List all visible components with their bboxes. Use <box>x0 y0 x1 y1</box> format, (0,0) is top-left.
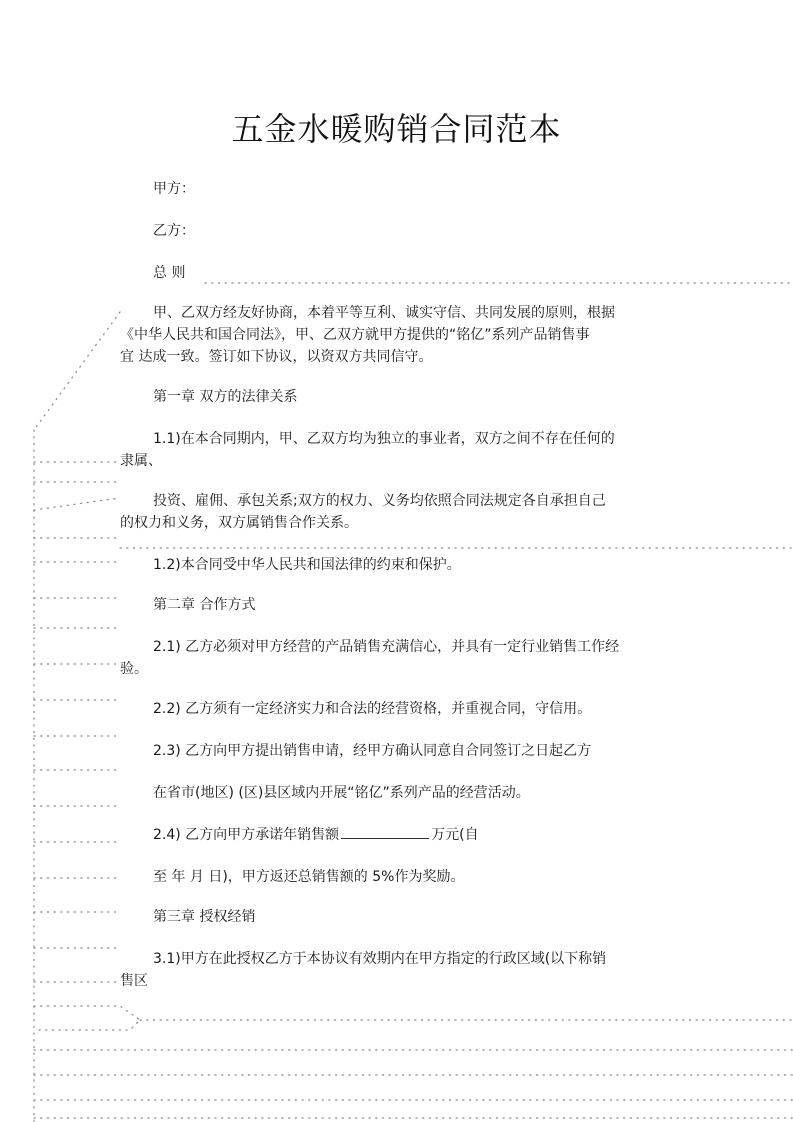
clause-2-3-cont: 在省市(地区) (区)县区域内开展“铭亿”系列产品的经营活动。 <box>153 785 530 801</box>
sales-amount-blank <box>341 824 429 839</box>
chapter-3-heading: 第三章 授权经销 <box>153 909 256 925</box>
clause-1-1-line-1: 1.1)在本合同期内，甲、乙双方均为独立的事业者，双方之间不存在任何的 <box>153 431 615 447</box>
clause-3-1-line-1: 3.1)甲方在此授权乙方于本协议有效期内在甲方指定的行政区域(以下称销 <box>153 951 607 967</box>
clause-2-4-cont: 至 年 月 日)，甲方返还总销售额的 5%作为奖励。 <box>153 869 465 885</box>
chapter-2-heading: 第二章 合作方式 <box>153 597 256 613</box>
clause-2-1-line-1: 2.1) 乙方必须对甲方经营的产品销售充满信心，并具有一定行业销售工作经 <box>153 639 620 655</box>
clause-1-2: 1.2)本合同受中华人民共和国法律的约束和保护。 <box>153 557 461 573</box>
clause-2-2: 2.2) 乙方须有一定经济实力和合法的经营资格，并重视合同，守信用。 <box>153 701 592 717</box>
intro-line-3: 宜 达成一致。签订如下协议，以资双方共同信守。 <box>120 349 433 365</box>
clause-2-4-part-b: 万元(自 <box>431 827 479 843</box>
clause-1-1-line-2: 隶属、 <box>120 453 162 469</box>
clause-2-1-line-2: 验。 <box>120 661 148 677</box>
general-provisions-heading: 总 则 <box>153 265 186 281</box>
clause-1-1-cont-line-1: 投资、雇佣、承包关系;双方的权力、义务均依照合同法规定各自承担自己 <box>153 493 606 509</box>
party-a-label: 甲方： <box>153 181 195 197</box>
party-b-label: 乙方： <box>153 223 195 239</box>
intro-line-1: 甲、乙双方经友好协商，本着平等互利、诚实守信、共同发展的原则，根据 <box>153 305 615 321</box>
clause-2-4 <box>153 824 676 846</box>
chapter-1-heading: 第一章 双方的法律关系 <box>153 389 298 405</box>
clause-2-4-part-a: 2.4) 乙方向甲方承诺年销售额 <box>153 827 340 843</box>
document-title: 五金水暖购销合同范本 <box>231 110 562 148</box>
clause-1-1-cont-line-2: 的权力和义务，双方属销售合作关系。 <box>120 515 358 531</box>
intro-line-2: 《中华人民共和国合同法》，甲、乙双方就甲方提供的“铭亿”系列产品销售事 <box>120 327 590 343</box>
clause-2-3: 2.3) 乙方向甲方提出销售申请，经甲方确认同意自合同签订之日起乙方 <box>153 743 592 759</box>
clause-3-1-line-2: 售区 <box>120 973 148 989</box>
